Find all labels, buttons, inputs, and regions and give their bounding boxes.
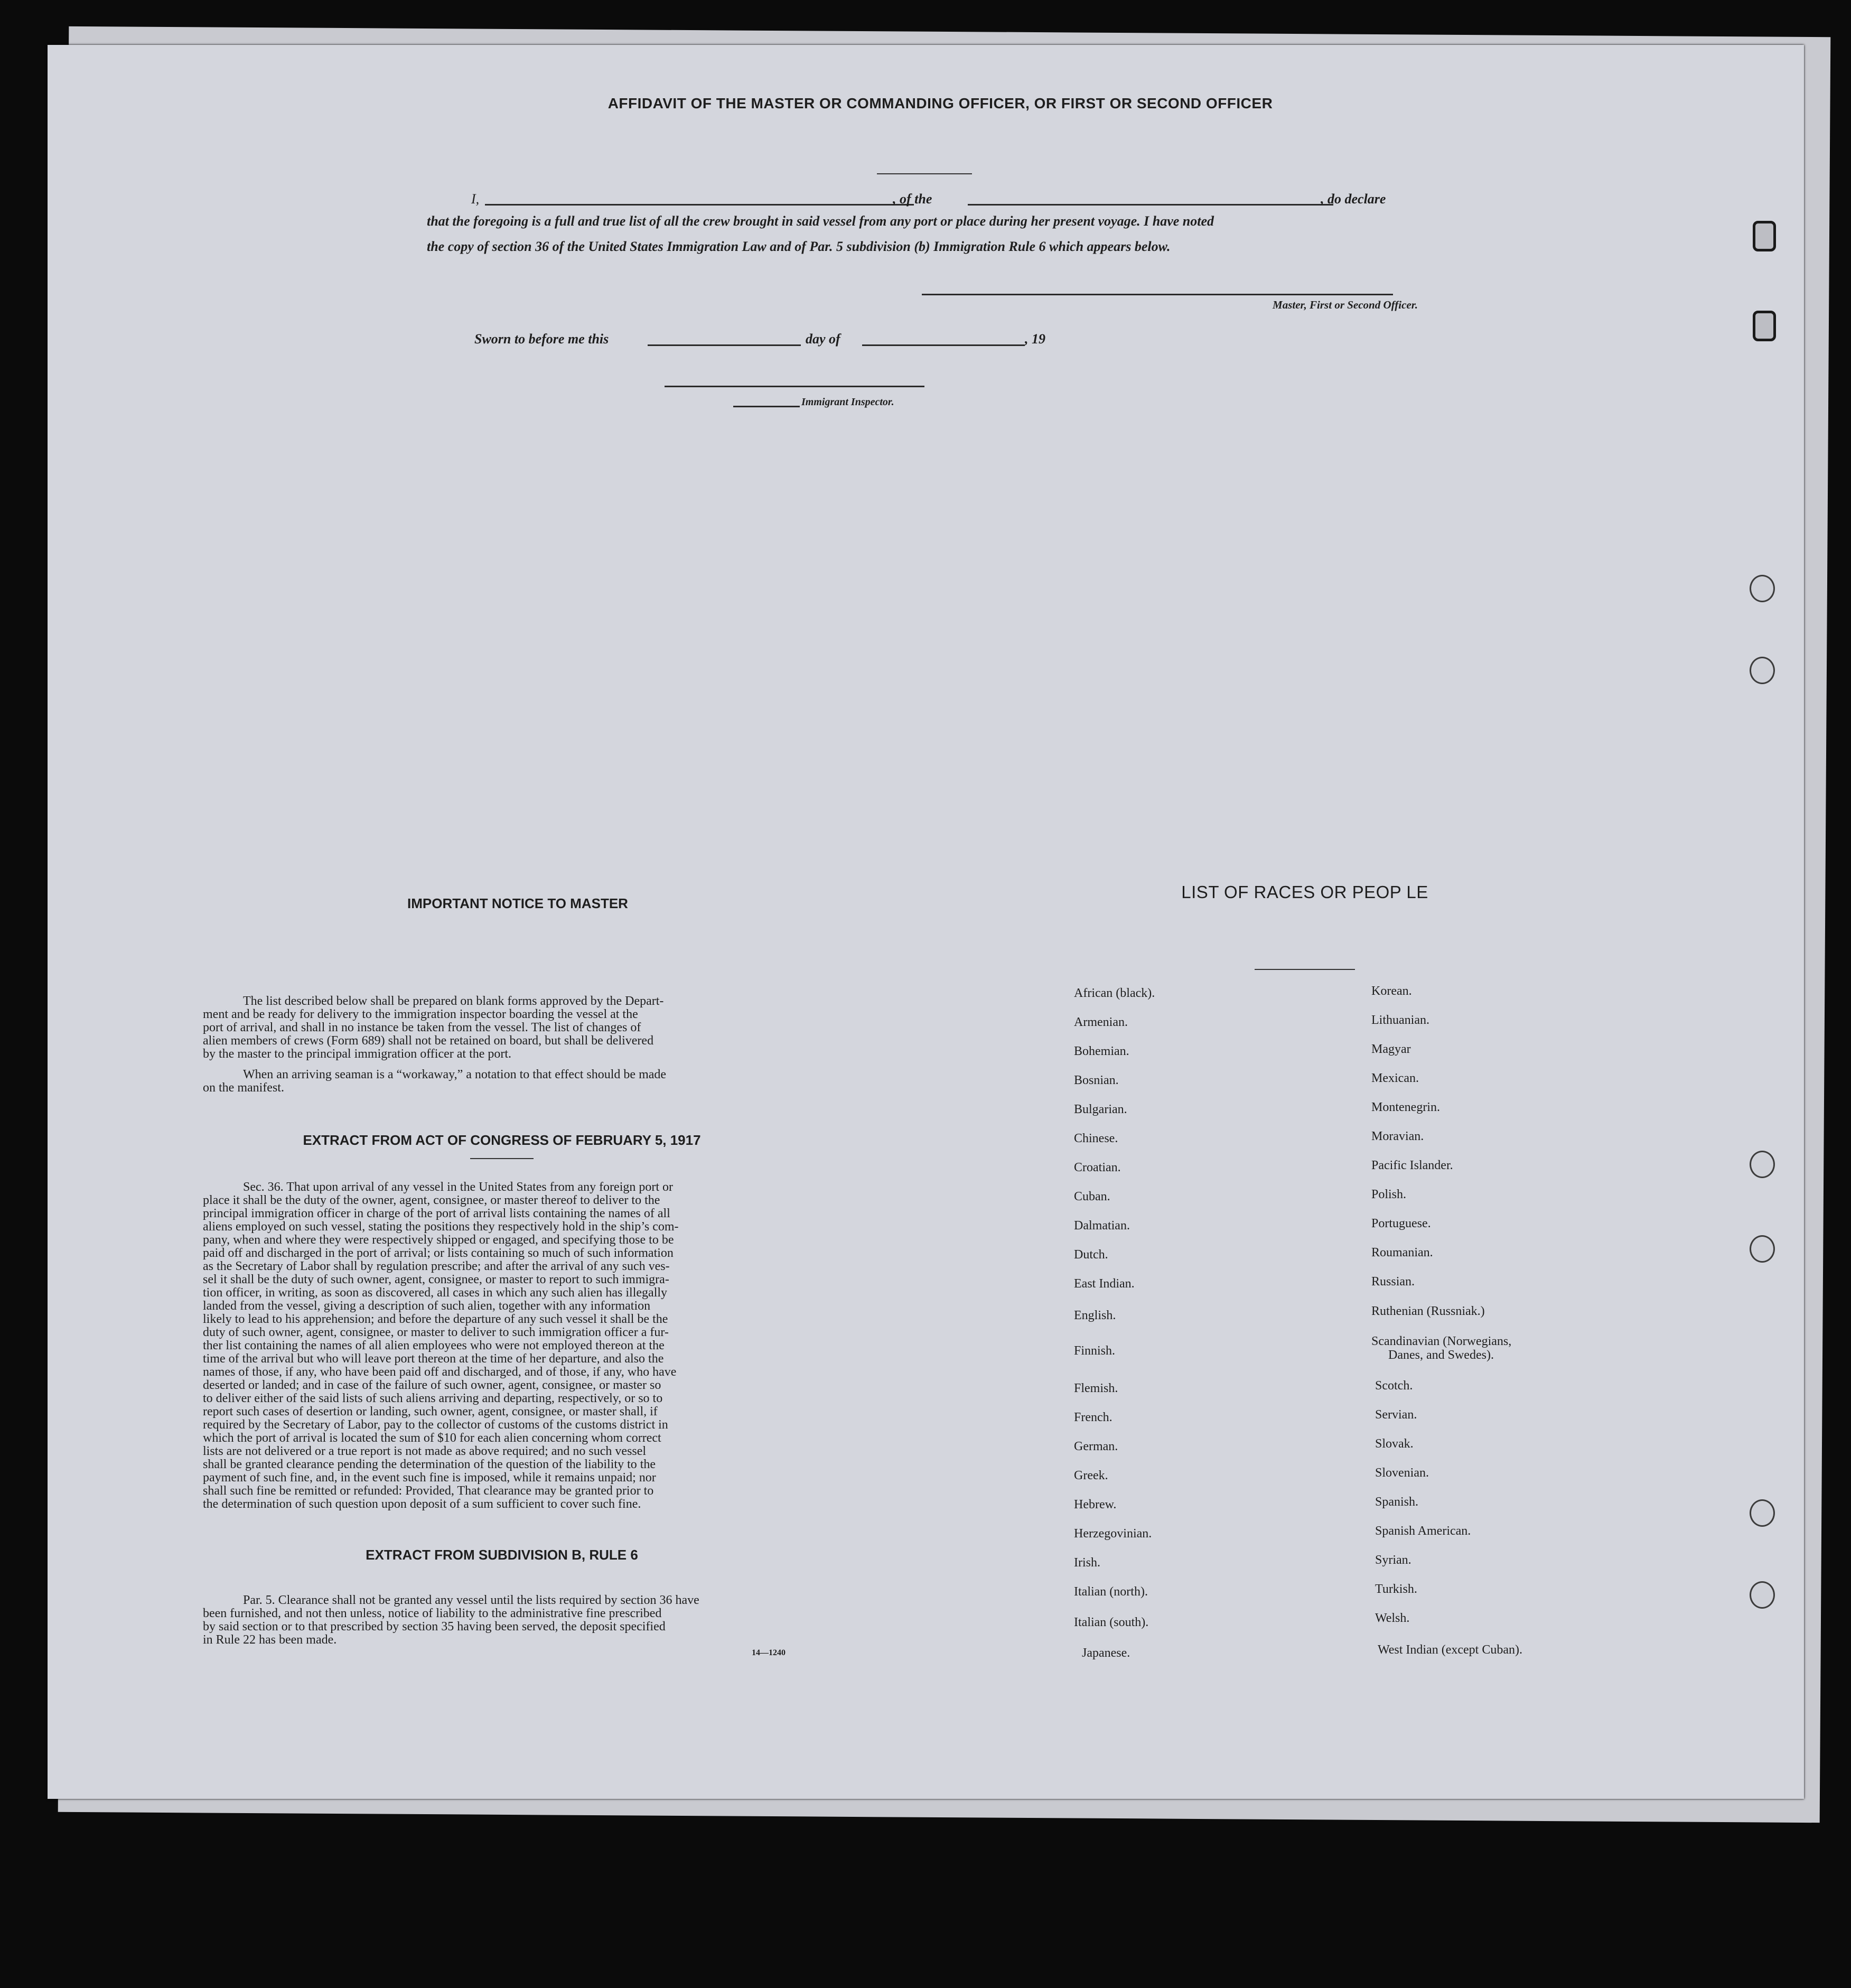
race-right-item: Roumanian.	[1371, 1246, 1433, 1259]
notice-line: on the manifest.	[203, 1081, 284, 1095]
punch-hole-icon	[1750, 1151, 1775, 1178]
extract-act-title: EXTRACT FROM ACT OF CONGRESS OF FEBRUARY 5, 1917	[303, 1132, 701, 1148]
act-line: likely to lead to his apprehension; and before the departure of any such vessel it shall be the	[203, 1312, 668, 1326]
sworn-day-field[interactable]	[648, 344, 801, 346]
act-line: required by the Secretary of Labor, pay to the collector of customs of the customs district in	[203, 1418, 668, 1432]
extract-rule-body	[203, 1594, 798, 1647]
binder-clip-icon	[1753, 311, 1776, 341]
race-right-item: Welsh.	[1375, 1611, 1410, 1625]
race-right-item: Scotch.	[1375, 1379, 1413, 1393]
race-left-item: Flemish.	[1074, 1382, 1118, 1395]
race-right-item: Turkish.	[1375, 1582, 1417, 1596]
race-left-item: Japanese.	[1082, 1646, 1130, 1660]
race-left-item: Dalmatian.	[1074, 1219, 1130, 1233]
race-right-item: Moravian.	[1371, 1130, 1424, 1143]
race-left-item: Herzegovinian.	[1074, 1527, 1152, 1541]
act-line: shall be granted clearance pending the determination of the question of the liability to the	[203, 1458, 656, 1471]
act-line: as the Secretary of Labor shall by regulation prescribe; and after the arrival of any such ves-	[203, 1259, 670, 1273]
race-right-item: Ruthenian (Russniak.)	[1371, 1304, 1485, 1318]
affidavit-title: AFFIDAVIT OF THE MASTER OR COMMANDING OFFICER, OR FIRST OR SECOND OFFICER	[607, 95, 1273, 111]
race-right-item: Spanish.	[1375, 1495, 1419, 1509]
race-right-item: Mexican.	[1371, 1071, 1419, 1085]
rule-line: Par. 5. Clearance shall not be granted any vessel until the lists required by section 36 have	[243, 1593, 699, 1607]
form-page	[48, 45, 1804, 1799]
day-of-label: day of	[806, 331, 840, 347]
race-left-item: Chinese.	[1074, 1132, 1118, 1145]
race-left-item: African (black).	[1074, 986, 1155, 1000]
race-left-item: French.	[1074, 1411, 1113, 1424]
act-line: tion officer, in writing, as soon as discovered, all cases in which any such alien has illegally	[203, 1286, 668, 1300]
act-line: place it shall be the duty of the owner, agent, consignee, or master thereof to deliver to the	[203, 1193, 660, 1207]
race-right-item: Montenegrin.	[1371, 1100, 1440, 1114]
race-left-item: Cuban.	[1074, 1190, 1110, 1203]
race-right-item: Magyar	[1371, 1042, 1411, 1056]
binder-clip-icon	[1753, 221, 1776, 251]
act-line: deserted or landed; and in case of the failure of such owner, agent, consignee, or master so	[203, 1378, 661, 1392]
race-left-item: Dutch.	[1074, 1248, 1108, 1262]
punch-hole-icon	[1750, 1235, 1775, 1263]
rule-line: in Rule 22 has been made.	[203, 1633, 337, 1647]
act-line: Sec. 36. That upon arrival of any vessel in the United States from any foreign port or	[243, 1180, 674, 1194]
act-line: to deliver either of the said lists of such aliens arriving and departing, respectively, or so to	[203, 1392, 663, 1405]
extract-rule-title: EXTRACT FROM SUBDIVISION B, RULE 6	[366, 1547, 638, 1563]
race-left-item: East Indian.	[1074, 1277, 1135, 1291]
race-left-item: German.	[1074, 1440, 1118, 1453]
notice-line: alien members of crews (Form 689) shall not be retained on board, but shall be delivered	[203, 1034, 654, 1048]
race-left-item: Bosnian.	[1074, 1074, 1119, 1087]
race-left-item: Irish.	[1074, 1556, 1100, 1570]
punch-hole-icon	[1750, 1581, 1775, 1609]
i-label: I,	[471, 191, 480, 207]
act-line: aliens employed on such vessel, stating the positions they respectively hold in the ship’s com-	[203, 1220, 679, 1234]
race-right-item: Pacific Islander.	[1371, 1159, 1453, 1172]
affidavit-body-line2: the copy of section 36 of the United States Immigration Law and of Par. 5 subdivision (b) Immigration Rule 6 which appears below.	[427, 239, 1171, 254]
notice-title: IMPORTANT NOTICE TO MASTER	[407, 895, 628, 911]
title-divider	[877, 173, 972, 174]
sworn-prefix: Sworn to before me this	[474, 331, 609, 347]
race-left-item: English.	[1074, 1309, 1116, 1322]
notice-body	[203, 995, 798, 1095]
races-title: LIST OF RACES OR PEOP LE	[1181, 882, 1428, 902]
act-line: principal immigration officer in charge of the port of arrival lists containing the names of all	[203, 1207, 670, 1220]
notice-line: The list described below shall be prepared on blank forms approved by the Depart-	[243, 994, 664, 1008]
race-right-item: Portuguese.	[1371, 1217, 1431, 1230]
officer-name-field[interactable]	[485, 204, 914, 206]
race-left-item: Finnish.	[1074, 1344, 1116, 1358]
race-left-item: Bohemian.	[1074, 1044, 1129, 1058]
extract-act-body	[203, 1181, 798, 1511]
race-right-item: Lithuanian.	[1371, 1013, 1429, 1027]
race-right-item: Servian.	[1375, 1408, 1417, 1422]
act-line: report such cases of desertion or landing, such owner, agent, consignee, or master shall, if	[203, 1405, 658, 1418]
races-divider	[1255, 969, 1355, 970]
act-line: shall such fine be remitted or refunded: Provided, That clearance may be granted prior to	[203, 1484, 654, 1498]
race-left-item: Bulgarian.	[1074, 1103, 1127, 1116]
act-line: landed from the vessel, giving a description of such alien, together with any information	[203, 1299, 651, 1313]
act-line: paid off and discharged in the port of arrival; or lists containing so much of such information	[203, 1246, 674, 1260]
act-line: ther list containing the names of all alien employees who were not employed thereon at the	[203, 1339, 665, 1352]
race-left-item: Armenian.	[1074, 1015, 1128, 1029]
sworn-month-field[interactable]	[862, 344, 1025, 346]
act-line: the determination of such question upon deposit of a sum sufficient to cover such fine.	[203, 1497, 641, 1511]
of-the-label: , of the	[893, 191, 932, 207]
race-right-item: West Indian (except Cuban).	[1378, 1643, 1522, 1657]
master-signature-field[interactable]	[922, 294, 1393, 295]
inspector-signature-field[interactable]	[665, 386, 924, 387]
race-left-item: Hebrew.	[1074, 1498, 1117, 1511]
act-line: payment of such fine, and, in the event such fine is imposed, while it remains unpaid; nor	[203, 1471, 656, 1485]
do-declare-label: , do declare	[1321, 191, 1386, 207]
punch-hole-icon	[1750, 1499, 1775, 1527]
act-line: duty of such owner, agent, consignee, or master to deliver to such immigration officer a fur-	[203, 1326, 669, 1339]
race-left-item: Italian (north).	[1074, 1585, 1148, 1599]
race-right-item: Russian.	[1371, 1275, 1415, 1289]
rule-line: by said section or to that prescribed by section 35 having been served, the deposit specified	[203, 1620, 666, 1634]
vessel-name-field[interactable]	[968, 204, 1333, 206]
race-right-item: Scandinavian (Norwegians,	[1371, 1334, 1512, 1348]
race-right-item: Slovenian.	[1375, 1466, 1429, 1480]
race-right-item: Polish.	[1371, 1188, 1407, 1201]
affidavit-body-line1: that the foregoing is a full and true list of all the crew brought in said vessel from any port or place during her present voyage. I have noted	[427, 213, 1214, 229]
act-line: sel it shall be the duty of such owner, agent, consignee, or master to report to such immigra-	[203, 1273, 669, 1286]
race-right-item: Slovak.	[1375, 1437, 1414, 1451]
race-right-item: Danes, and Swedes).	[1388, 1348, 1494, 1362]
notice-line: ment and be ready for delivery to the immigration inspector boarding the vessel at the	[203, 1007, 638, 1021]
race-left-item: Greek.	[1074, 1469, 1108, 1482]
signature-caption: Master, First or Second Officer.	[1273, 298, 1418, 311]
notice-line: by the master to the principal immigration officer at the port.	[203, 1047, 512, 1061]
act-line: which the port of arrival is located the sum of $10 for each alien concerning whom correct	[203, 1431, 661, 1445]
race-right-item: Spanish American.	[1375, 1524, 1471, 1538]
form-number: 14—1240	[752, 1648, 786, 1657]
act-line: names of those, if any, who have been paid off and discharged, and of those, if any, who have	[203, 1365, 677, 1379]
extract-act-divider	[470, 1158, 534, 1159]
notice-line: port of arrival, and shall in no instance be taken from the vessel. The list of changes of	[203, 1021, 641, 1034]
punch-hole-icon	[1750, 575, 1775, 602]
inspector-prefix-rule	[733, 406, 800, 407]
act-line: pany, when and where they were respectively shipped or engaged, and specifying those to be	[203, 1233, 674, 1247]
race-left-item: Croatian.	[1074, 1161, 1121, 1174]
rule-line: been furnished, and not then unless, notice of liability to the administrative fine prescribed	[203, 1607, 662, 1620]
inspector-caption: Immigrant Inspector.	[801, 396, 894, 408]
year-prefix: , 19	[1025, 331, 1045, 347]
act-line: time of the arrival but who will leave port thereon at the time of her departure, and also the	[203, 1352, 664, 1366]
act-line: lists are not delivered or a true report is not made as above required; and no such vessel	[203, 1444, 647, 1458]
race-left-item: Italian (south).	[1074, 1616, 1149, 1629]
punch-hole-icon	[1750, 657, 1775, 684]
notice-line: When an arriving seaman is a “workaway,” a notation to that effect should be made	[243, 1068, 667, 1081]
race-right-item: Syrian.	[1375, 1553, 1411, 1567]
race-right-item: Korean.	[1371, 984, 1412, 998]
